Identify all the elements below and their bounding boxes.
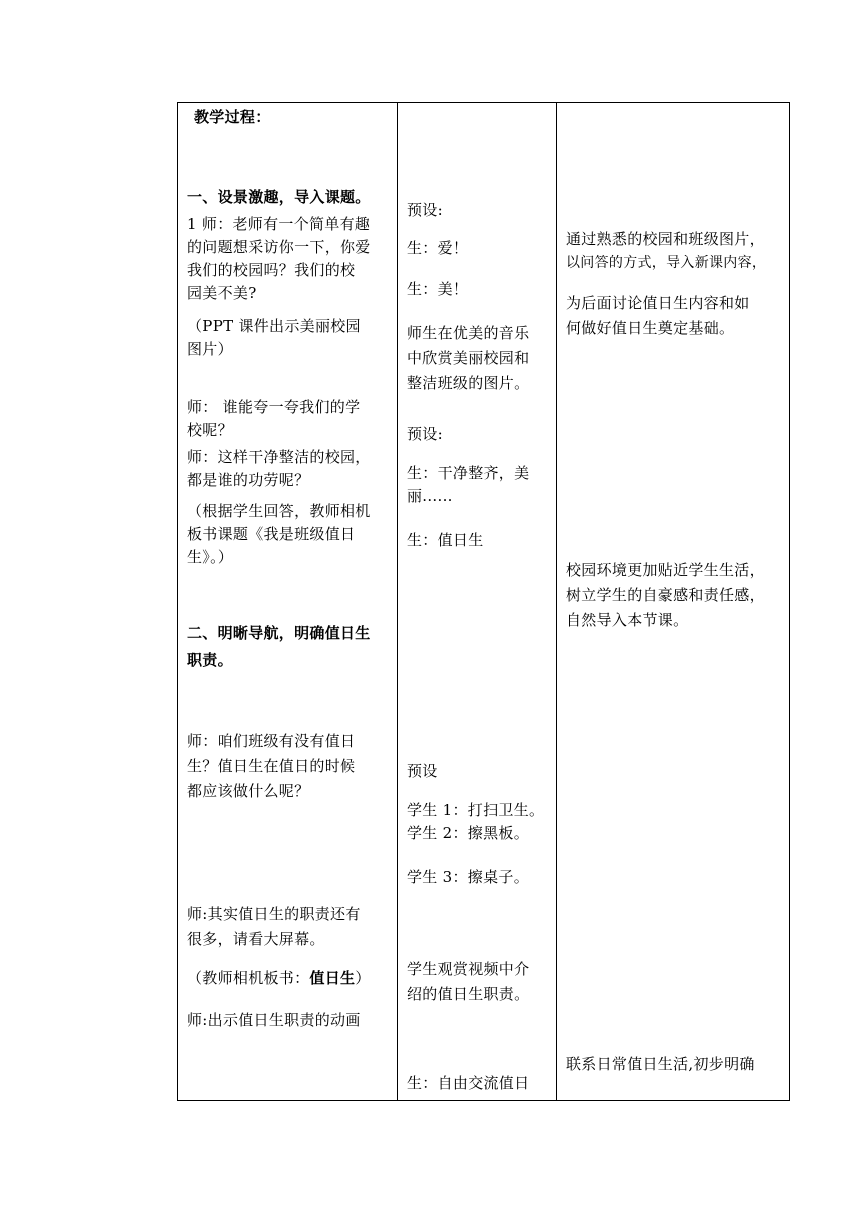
- c2-l1: 预设:: [407, 201, 443, 219]
- p8-prefix: （教师相机板书：: [187, 969, 310, 987]
- c2-l6-2: 丽......: [407, 487, 453, 505]
- section-2-title-line2: 职责。: [187, 651, 233, 669]
- p1-line4: 园美不美?: [187, 284, 257, 302]
- p5-line2: 板书课题《我是班级值日: [187, 525, 356, 543]
- c3-r2-2: 何做好值日生奠定基础。: [566, 319, 735, 337]
- c2-l4-2: 中欣赏美丽校园和: [407, 349, 530, 367]
- p7-line1: 师:其实值日生的职责还有: [187, 905, 361, 923]
- p6-line2: 生？值日生在值日的时候: [187, 757, 356, 775]
- p6-line3: 都应该做什么呢？: [187, 782, 310, 800]
- section-1-title: 一、设景激趣，导入课题。: [187, 188, 371, 206]
- c2-l8: 预设: [407, 762, 438, 780]
- c3-r2-1: 为后面讨论值日生内容和如: [566, 294, 750, 312]
- c3-r1a: 通过熟悉的校园和班级图片，: [566, 230, 765, 248]
- c2-l12-1: 学生观赏视频中介: [407, 960, 530, 978]
- p2-line2: 图片）: [187, 340, 233, 358]
- c3-r3-3: 自然导入本节课。: [566, 611, 689, 629]
- heading: 教学过程：: [194, 108, 271, 126]
- c2-l6-1: 生：干净整齐，美: [407, 464, 530, 482]
- p7-line2: 很多，请看大屏幕。: [187, 930, 325, 948]
- c2-l5: 预设:: [407, 425, 443, 443]
- p8-bold: 值日生: [309, 969, 356, 987]
- p4-line2: 都是谁的功劳呢？: [187, 471, 310, 489]
- p8-line: [187, 967, 371, 990]
- teaching-process-cell: [178, 103, 398, 1101]
- c3-r3-1: 校园环境更加贴近学生生活，: [566, 561, 765, 579]
- c2-l12-2: 绍的值日生职责。: [407, 985, 530, 1003]
- c2-l10: 学生 2：擦黑板。: [407, 824, 530, 842]
- p9-line: 师:出示值日生职责的动画: [187, 1011, 361, 1029]
- c2-l4-3: 整洁班级的图片。: [407, 374, 530, 392]
- p5-line3: 生》。）: [187, 548, 234, 566]
- design-intent-cell: [557, 103, 790, 1101]
- c2-l13: 生：自由交流值日: [407, 1074, 530, 1092]
- p8-suffix: ）: [355, 969, 371, 987]
- c2-l3: 生：美！: [407, 280, 469, 298]
- p3-line1: 师： 谁能夸一夸我们的学: [187, 398, 361, 416]
- p6-line1: 师：咱们班级有没有值日: [187, 732, 356, 750]
- p4-line1: 师：这样干净整洁的校园，: [187, 448, 371, 466]
- c3-r4: 联系日常值日生活,初步明确: [566, 1055, 755, 1073]
- c2-l2: 生：爱！: [407, 239, 469, 257]
- c3-r1b: 以问答的方式，导入新课内容，: [566, 255, 767, 271]
- c2-l4-1: 师生在优美的音乐: [407, 324, 530, 342]
- student-activity-cell: [398, 103, 557, 1101]
- p3-line2: 校呢？: [187, 421, 233, 439]
- p1-line1: 1 师：老师有一个简单有趣: [187, 215, 371, 233]
- p2-line1: （PPT 课件出示美丽校园: [187, 317, 361, 335]
- p1-line3: 我们的校园吗？我们的校: [187, 261, 356, 279]
- p5-line1: （根据学生回答，教师相机: [187, 502, 371, 520]
- c2-l9: 学生 1：打扫卫生。: [407, 801, 545, 819]
- c2-l7: 生：值日生: [407, 531, 484, 549]
- c2-l11: 学生 3：擦桌子。: [407, 868, 530, 886]
- p1-line2: 的问题想采访你一下，你爱: [187, 238, 371, 256]
- section-2-title-line1: 二、明晰导航，明确值日生: [187, 624, 371, 642]
- c3-r3-2: 树立学生的自豪感和责任感，: [566, 586, 765, 604]
- lesson-table: [177, 102, 790, 1101]
